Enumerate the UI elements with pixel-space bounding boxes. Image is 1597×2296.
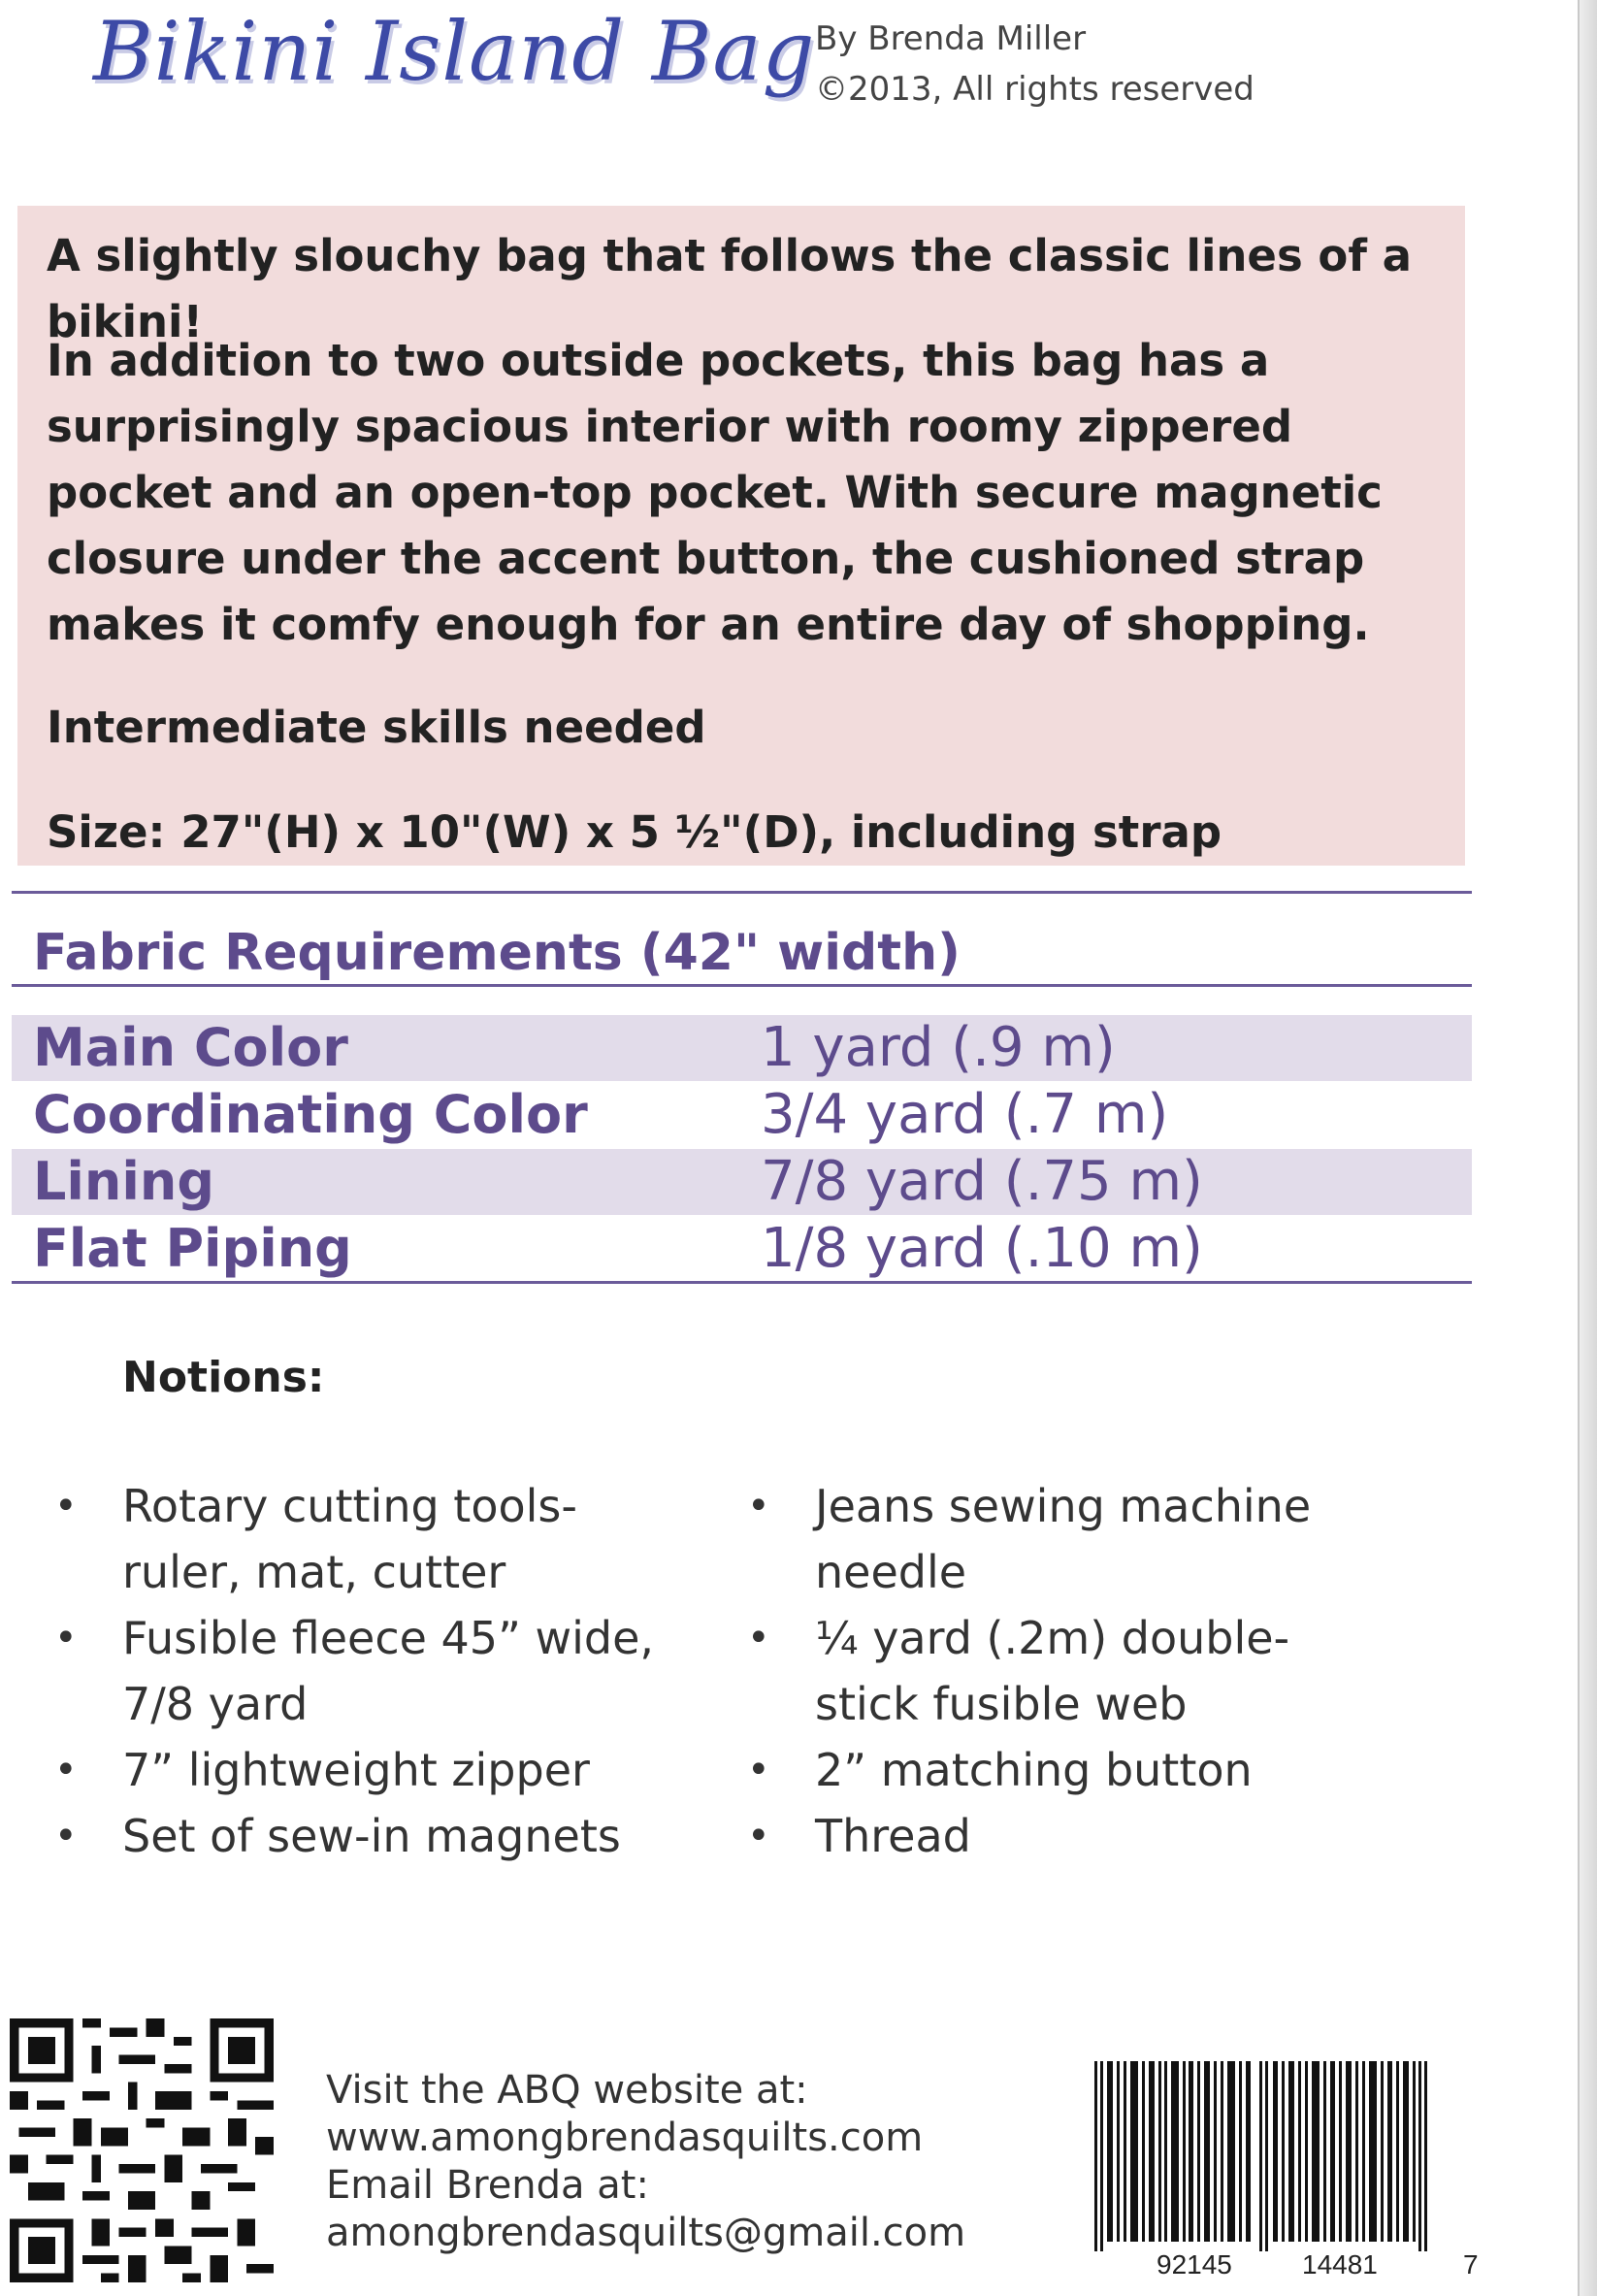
list-item: • Rotary cutting tools-ruler, mat, cutter [54,1473,656,1605]
bullet-icon: • [54,1748,78,1792]
bullet-icon: • [54,1484,78,1528]
tagline: A slightly slouchy bag that follows the classic lines of a bikini! [47,230,1412,347]
list-item: • Set of sew-in magnets [54,1803,656,1869]
author-name: By Brenda Miller [815,19,1087,58]
email-link[interactable]: amongbrendasquilts@gmail.com [326,2211,966,2255]
divider-fabric-bottom [12,1281,1472,1284]
fabric-name: Flat Piping [33,1218,352,1279]
bullet-icon: • [747,1484,770,1528]
list-item: • ¼ yard (.2m) double-stick fusible web [747,1605,1329,1737]
byline [815,14,1255,115]
qr-code-icon [10,2018,274,2282]
barcode-number: 14481 [1302,2249,1378,2280]
intro-box [17,206,1465,866]
list-item: • Jeans sewing machine needle [747,1473,1329,1605]
barcode-number: 92145 [1157,2249,1232,2280]
fabric-name: Main Color [33,1017,348,1078]
bullet-icon: • [747,1748,770,1792]
bullet-icon: • [54,1814,78,1858]
contact-info [326,2067,965,2257]
bullet-icon: • [54,1616,78,1660]
fabric-amount: 7/8 yard (.75 m) [761,1150,1203,1213]
barcode-icon [1094,2061,1459,2251]
divider-fabric-header [12,984,1472,987]
list-item: • 2” matching button [747,1737,1329,1803]
fabric-amount: 1 yard (.9 m) [761,1016,1116,1079]
fabric-row [12,1015,1472,1081]
website-link[interactable]: www.amongbrendasquilts.com [326,2116,924,2160]
email-label: Email Brenda at: [326,2163,649,2208]
pattern-title: Bikini Island Bag [93,4,816,99]
notions-title: Notions: [122,1353,325,1402]
fabric-name: Coordinating Color [33,1084,588,1145]
bullet-icon: • [747,1616,770,1660]
copyright-notice: ©2013, All rights reserved [815,70,1255,109]
fabric-row [12,1149,1472,1215]
fabric-name: Lining [33,1151,214,1212]
skill-level: Intermediate skills needed [47,702,706,753]
fabric-row [12,1082,1472,1148]
description: In addition to two outside pockets, this bag has a surprisingly spacious interior with roomy zippered pocket and an open-top pocket. With secure magnetic closure under the accent button, the cushioned strap makes it comfy enough for an entire day of shopping. [47,335,1383,650]
fabric-row [12,1216,1472,1282]
list-item: • Fusible fleece 45” wide, 7/8 yard [54,1605,656,1737]
divider-top [12,891,1472,894]
fabric-amount: 3/4 yard (.7 m) [761,1083,1169,1146]
barcode-number: 7 [1463,2249,1479,2280]
list-item: • 7” lightweight zipper [54,1737,656,1803]
fabric-requirements-title: Fabric Requirements (42" width) [33,924,961,982]
finished-size: Size: 27"(H) x 10"(W) x 5 ½"(D), including strap [47,806,1222,858]
fabric-amount: 1/8 yard (.10 m) [761,1217,1203,1280]
notions-list-left [54,1473,656,1869]
list-item: • Thread [747,1803,1329,1869]
bullet-icon: • [747,1814,770,1858]
website-label: Visit the ABQ website at: [326,2068,808,2113]
notions-list-right [747,1473,1329,1869]
page-edge [1580,0,1597,2296]
